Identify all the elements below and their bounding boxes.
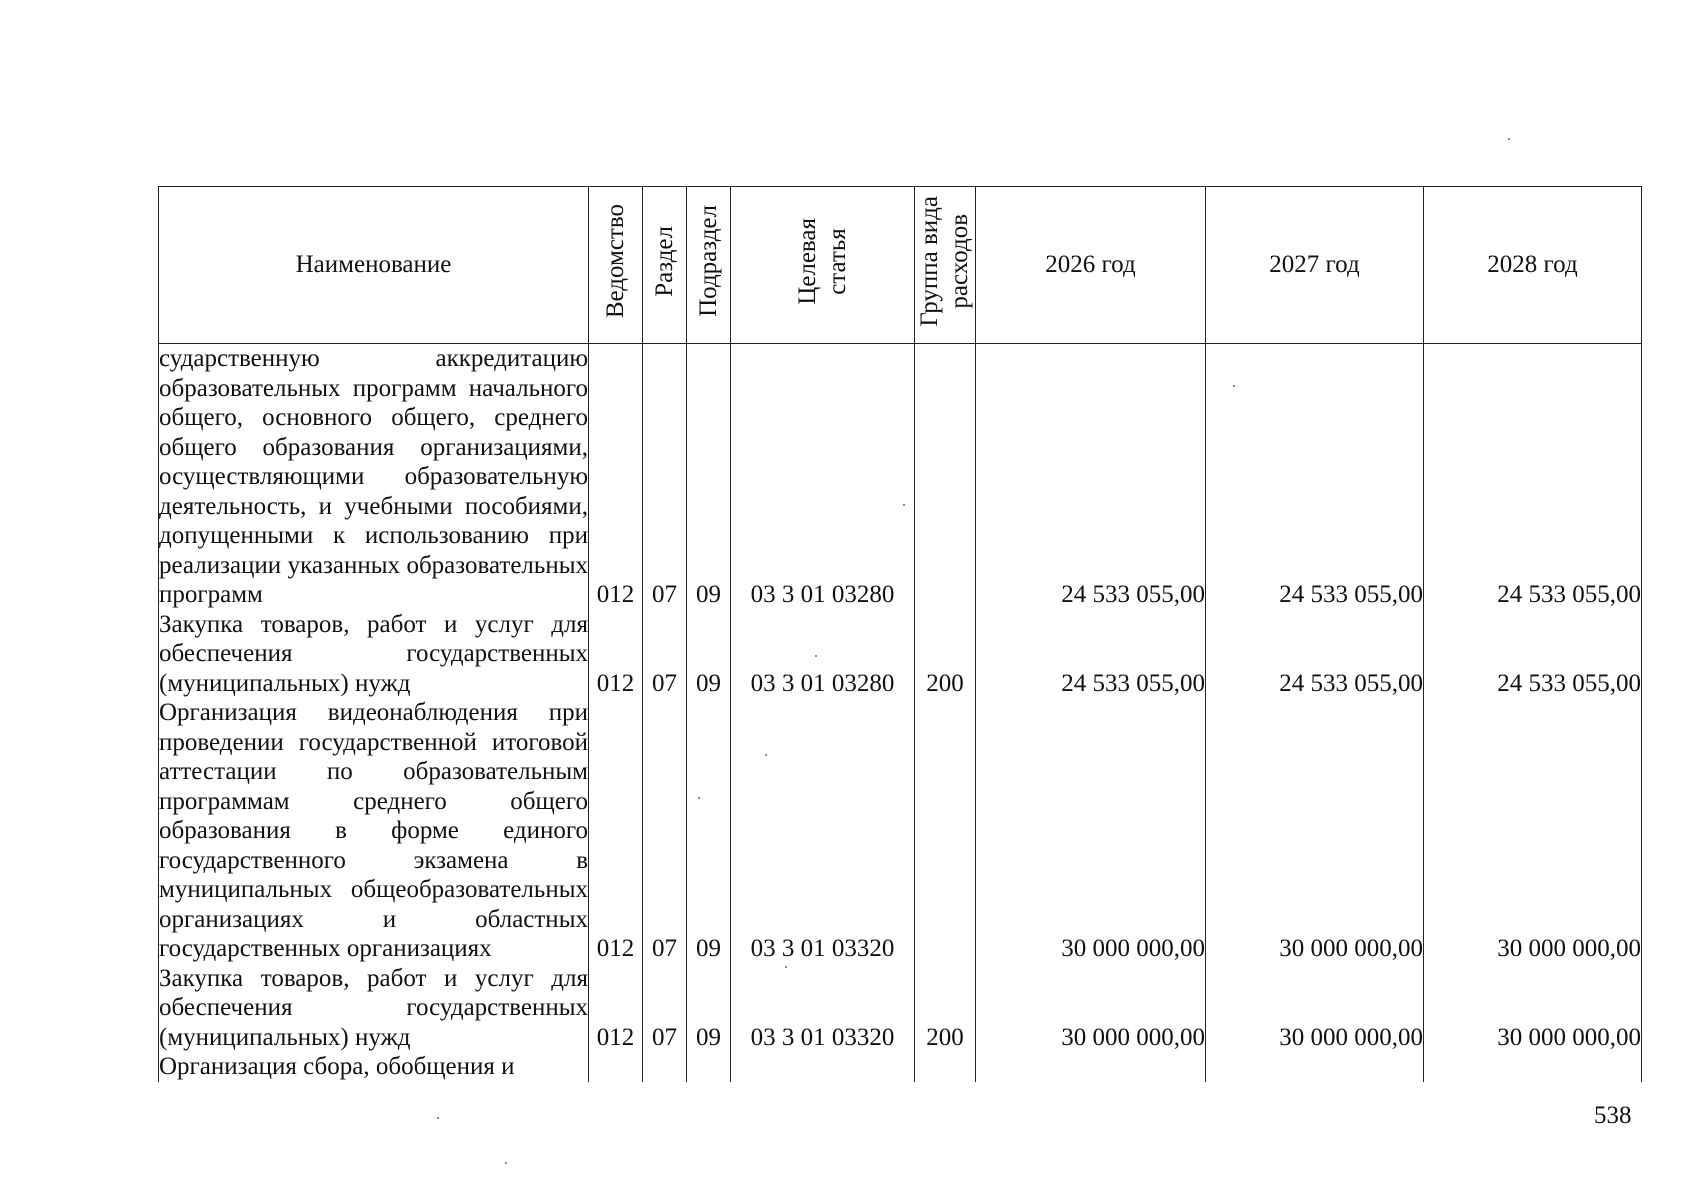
row-name: Закупка товаров, работ и услуг для обеспечения государственных (муниципальных) нужд	[159, 964, 588, 1051]
row-2027: 24 533 055,00	[1206, 610, 1424, 699]
row-2028: 24 533 055,00	[1424, 344, 1642, 610]
row-razdel	[643, 1052, 687, 1082]
row-2026: 24 533 055,00	[976, 610, 1206, 699]
table-row	[159, 698, 1642, 964]
header-podrazdel	[687, 187, 731, 344]
row-name: Организация видеонаблюдения при проведении государственной итоговой аттестации по образовательным программам среднего общего образования в форме единого государственного экзамена в муниципальных общеобразовательных организациях и областных государственных организациях	[159, 699, 588, 962]
row-vedomstvo: 012	[589, 964, 643, 1053]
row-podrazdel: 09	[687, 964, 731, 1053]
row-2028: 24 533 055,00	[1424, 610, 1642, 699]
row-group	[915, 344, 976, 610]
header-vedomstvo-label: Ведомство	[601, 204, 629, 319]
header-2026: 2026 год	[976, 187, 1206, 344]
row-razdel: 07	[643, 610, 687, 699]
header-group-label: Группа вида расходов	[916, 195, 973, 327]
table-row	[159, 1052, 1642, 1082]
row-target: 03 3 01 03280	[731, 344, 915, 610]
row-razdel: 07	[643, 344, 687, 610]
page-number: 538	[1594, 1102, 1632, 1129]
row-2028	[1424, 1052, 1642, 1082]
row-target: 03 3 01 03280	[731, 610, 915, 699]
row-2026: 30 000 000,00	[976, 698, 1206, 964]
budget-table	[158, 186, 1642, 1082]
row-group: 200	[915, 964, 976, 1053]
row-vedomstvo: 012	[589, 344, 643, 610]
row-name: Закупка товаров, работ и услуг для обеспечения государственных (муниципальных) нужд	[159, 610, 588, 697]
row-2027: 30 000 000,00	[1206, 698, 1424, 964]
scan-speck	[785, 966, 787, 968]
row-2026: 30 000 000,00	[976, 964, 1206, 1053]
scan-speck	[698, 797, 700, 799]
scan-speck	[765, 754, 767, 756]
header-razdel-label: Раздел	[650, 225, 678, 297]
header-razdel	[643, 187, 687, 344]
row-razdel: 07	[643, 964, 687, 1053]
row-2028: 30 000 000,00	[1424, 698, 1642, 964]
row-target: 03 3 01 03320	[731, 964, 915, 1053]
scan-speck	[1233, 385, 1235, 387]
header-2027: 2027 год	[1206, 187, 1424, 344]
row-2026: 24 533 055,00	[976, 344, 1206, 610]
row-podrazdel: 09	[687, 698, 731, 964]
header-name: Наименование	[159, 187, 589, 344]
scan-speck	[815, 655, 817, 657]
scan-speck	[903, 504, 905, 506]
header-podrazdel-label: Подраздел	[694, 205, 722, 318]
row-target: 03 3 01 03320	[731, 698, 915, 964]
scan-speck	[1508, 138, 1510, 140]
row-razdel: 07	[643, 698, 687, 964]
row-2027: 30 000 000,00	[1206, 964, 1424, 1053]
row-2026	[976, 1052, 1206, 1082]
row-podrazdel: 09	[687, 610, 731, 699]
header-2028: 2028 год	[1424, 187, 1642, 344]
row-group	[915, 1052, 976, 1082]
table-row	[159, 344, 1642, 610]
row-2028: 30 000 000,00	[1424, 964, 1642, 1053]
scan-speck	[437, 1117, 439, 1119]
header-target-label: Целевая статья	[793, 217, 851, 305]
table-row	[159, 610, 1642, 699]
row-name: Организация сбора, обобщения и	[159, 1052, 589, 1082]
row-podrazdel: 09	[687, 344, 731, 610]
row-2027: 24 533 055,00	[1206, 344, 1424, 610]
table-row	[159, 964, 1642, 1053]
row-vedomstvo: 012	[589, 610, 643, 699]
scan-speck	[505, 1162, 507, 1164]
header-group	[915, 187, 976, 344]
row-vedomstvo	[589, 1052, 643, 1082]
table-header-row	[159, 187, 1642, 344]
row-group	[915, 698, 976, 964]
header-target	[731, 187, 915, 344]
row-name: сударственную аккредитацию образовательных программ начального общего, основного общего, среднего общего образования организациями, осуществляющими образовательную деятельность, и учебными пособиями, допущенными к использованию при реализации указанных образовательных программ	[159, 345, 588, 608]
row-group: 200	[915, 610, 976, 699]
header-vedomstvo	[589, 187, 643, 344]
row-vedomstvo: 012	[589, 698, 643, 964]
row-target	[731, 1052, 915, 1082]
row-podrazdel	[687, 1052, 731, 1082]
row-2027	[1206, 1052, 1424, 1082]
